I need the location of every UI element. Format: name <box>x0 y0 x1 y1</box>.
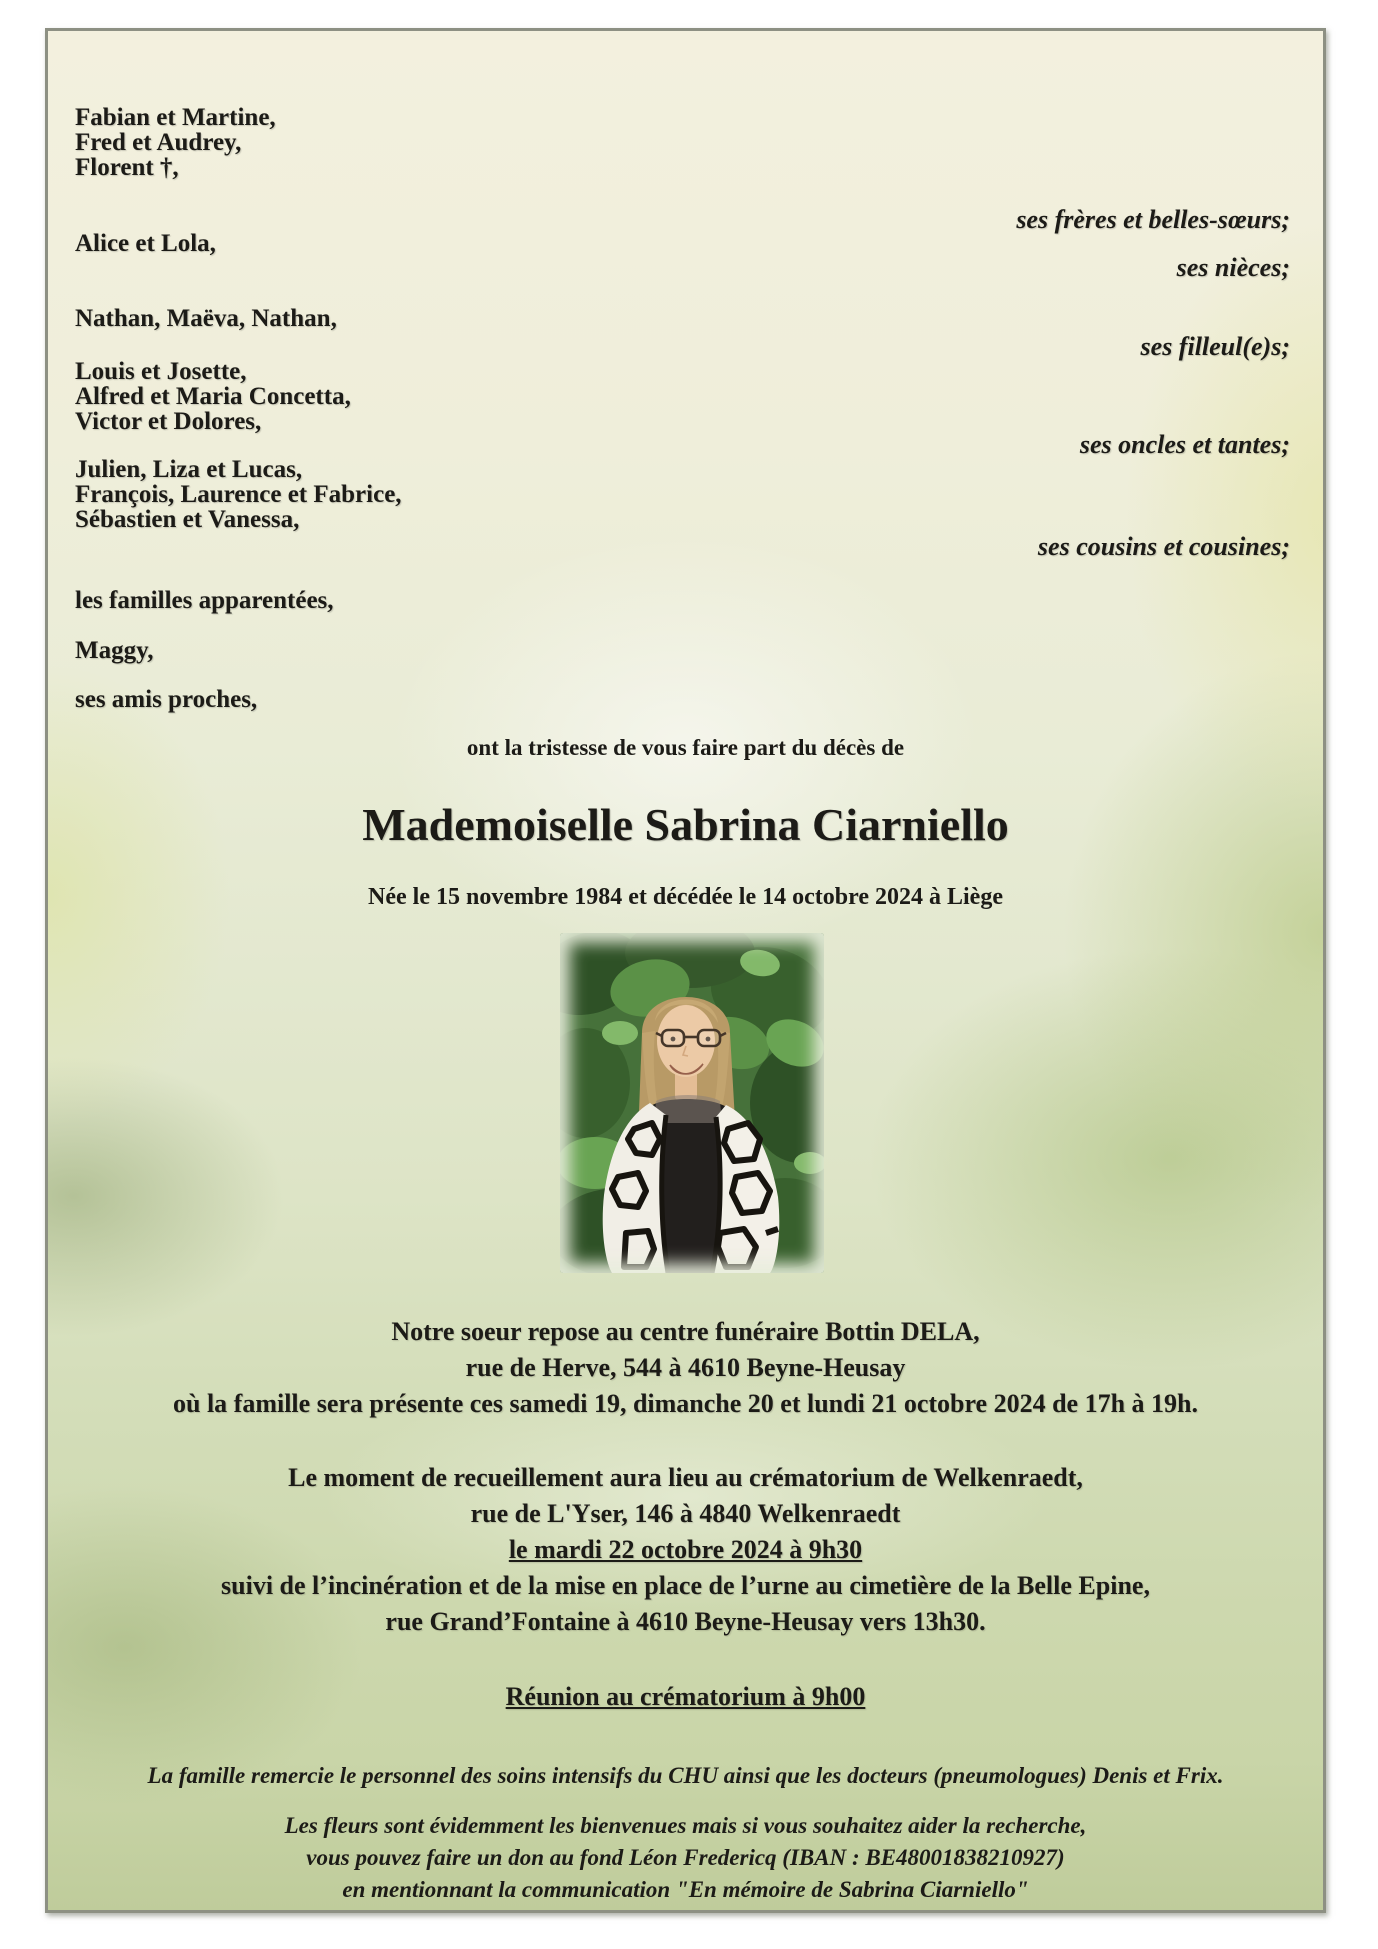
family-name-line: Julien, Liza et Lucas, <box>75 456 303 483</box>
relation-godchildren: ses filleul(e)s; <box>1140 332 1290 361</box>
family-names-group-3 <box>75 306 337 331</box>
deceased-name: Mademoiselle Sabrina Ciarniello <box>362 799 1009 850</box>
family-names-group-1 <box>75 105 276 180</box>
relation-uncles-aunts: ses oncles et tantes; <box>1079 430 1290 459</box>
reunion-line: Réunion au crématorium à 9h00 <box>505 1682 866 1711</box>
family-name-line: Sébastien et Vanessa, <box>75 506 300 533</box>
portrait-illustration <box>560 933 824 1273</box>
related-families-line: les familles apparentées, <box>75 587 334 614</box>
repose-block <box>48 1314 1323 1422</box>
portrait-photo <box>560 933 824 1273</box>
close-friends-line: ses amis proches, <box>75 686 258 713</box>
relation-brothers: ses frères et belles-sœurs; <box>1016 205 1290 234</box>
family-name-line: Louis et Josette, <box>75 358 247 385</box>
repose-line: rue de Herve, 544 à 4610 Beyne-Heusay <box>465 1353 906 1382</box>
relation-cousins: ses cousins et cousines; <box>1037 532 1290 561</box>
ceremony-date-line <box>48 1532 1323 1568</box>
life-dates: Née le 15 novembre 1984 et décédée le 14 octobre 2024 à Liège <box>368 884 1003 910</box>
maggy-line: Maggy, <box>75 637 154 664</box>
family-name-line: François, Laurence et Fabrice, <box>75 481 402 508</box>
announcement-line: ont la tristesse de vous faire part du décès de <box>466 735 905 760</box>
repose-line: Notre soeur repose au centre funéraire Bottin DELA, <box>391 1317 980 1346</box>
acknowledgement-line: La famille remercie le personnel des soins intensifs du CHU ainsi que les docteurs (pneumologues) Denis et Frix. <box>147 1763 1224 1788</box>
ceremony-date-underlined: le mardi 22 octobre 2024 à 9h30 <box>508 1535 863 1564</box>
donation-block <box>48 1810 1323 1906</box>
family-name-line: Alfred et Maria Concetta, <box>75 383 351 410</box>
family-name-line: Florent †, <box>75 154 179 181</box>
donation-line: en mentionnant la communication "En mémoire de Sabrina Ciarniello" <box>342 1877 1029 1902</box>
ceremony-line: suivi de l’incinération et de la mise en place de l’urne au cimetière de la Belle Epine, <box>221 1571 1150 1600</box>
family-names-group-4 <box>75 359 351 434</box>
family-name-line: Fabian et Martine, <box>75 104 276 131</box>
family-names-group-5 <box>75 457 402 532</box>
family-name-line: Fred et Audrey, <box>75 129 242 156</box>
ceremony-line: rue de L'Yser, 146 à 4840 Welkenraedt <box>470 1499 901 1528</box>
family-name-line: Victor et Dolores, <box>75 408 262 435</box>
donation-line: Les fleurs sont évidemment les bienvenues mais si vous souhaitez aider la recherche, <box>284 1813 1087 1838</box>
repose-line: où la famille sera présente ces samedi 19, dimanche 20 et lundi 21 octobre 2024 de 17h à 19h. <box>172 1389 1199 1418</box>
family-name-line: Alice et Lola, <box>75 230 216 257</box>
ceremony-line: rue Grand’Fontaine à 4610 Beyne-Heusay vers 13h30. <box>385 1607 986 1636</box>
family-names-group-2 <box>75 231 216 256</box>
reunion-line-wrap <box>48 1681 1323 1713</box>
relation-nieces: ses nièces; <box>1176 253 1290 282</box>
memorial-card <box>45 28 1326 1913</box>
family-name-line: Nathan, Maëva, Nathan, <box>75 305 337 332</box>
ceremony-block <box>48 1460 1323 1640</box>
donation-line: vous pouvez faire un don au fond Léon Fredericq (IBAN : BE48001838210927) <box>306 1845 1065 1870</box>
ceremony-line: Le moment de recueillement aura lieu au crématorium de Welkenraedt, <box>288 1463 1083 1492</box>
